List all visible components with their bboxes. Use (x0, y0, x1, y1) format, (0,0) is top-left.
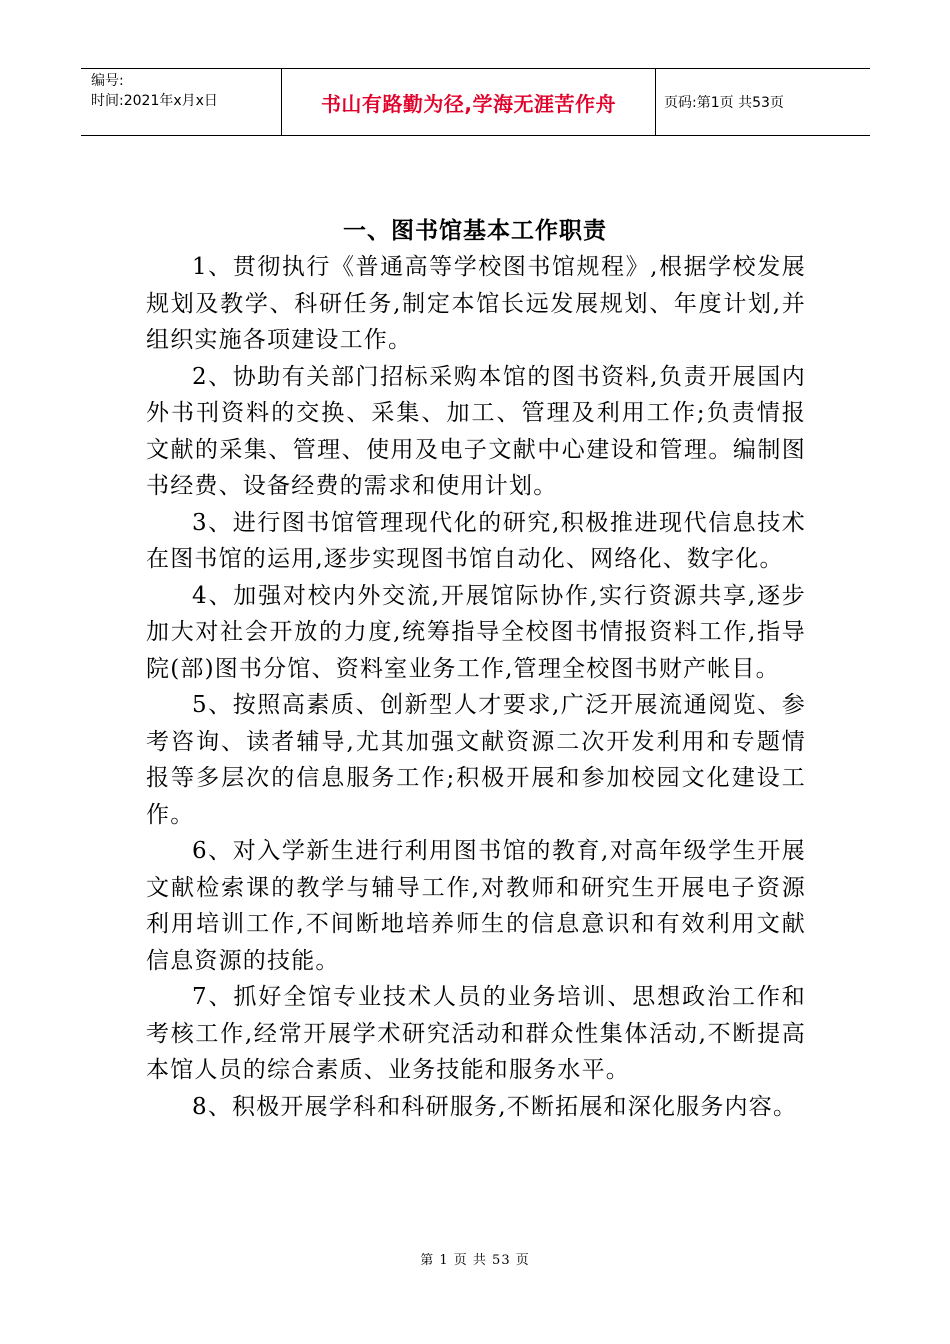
paragraph-2: 2、协助有关部门招标采购本馆的图书资料,负责开展国内外书刊资料的交换、采集、加工、管理及利用工作;负责情报文献的采集、管理、使用及电子文献中心建设和管理。编制图书经费、设备经费的需求和使用计划。 (146, 363, 806, 499)
paragraph-3: 3、进行图书馆管理现代化的研究,积极推进现代信息技术在图书馆的运用,逐步实现图书馆自动化、网络化、数字化。 (146, 509, 806, 572)
number-label: 编号: (91, 73, 124, 89)
date-label: 时间:2021年x月x日 (91, 93, 218, 109)
paragraph-5: 5、按照高素质、创新型人才要求,广泛开展流通阅览、参考咨询、读者辅导,尤其加强文献资源二次开发利用和专题情报等多层次的信息服务工作;积极开展和参加校园文化建设工作。 (146, 692, 806, 828)
header-meta-cell (81, 69, 281, 135)
motto-cell (281, 69, 656, 135)
page-footer: 第 1 页 共 53 页 (420, 1253, 530, 1268)
page-title: 一、图书馆基本工作职责 (343, 218, 607, 244)
motto-text: 书山有路勤为径,学海无涯苦作舟 (320, 91, 617, 116)
page-info-text: 页码:第1页 共53页 (664, 95, 784, 111)
paragraph-1: 1、贯彻执行《普通高等学校图书馆规程》,根据学校发展规划及教学、科研任务,制定本馆长远发展规划、年度计划,并组织实施各项建设工作。 (146, 254, 806, 353)
page-info-cell (656, 69, 870, 135)
paragraph-6: 6、对入学新生进行利用图书馆的教育,对高年级学生开展文献检索课的教学与辅导工作,对教师和研究生开展电子资源利用培训工作,不间断地培养师生的信息意识和有效利用文献信息资源的技能。 (146, 838, 806, 974)
paragraph-4: 4、加强对校内外交流,开展馆际协作,实行资源共享,逐步加大对社会开放的力度,统筹指导全校图书情报资料工作,指导院(部)图书分馆、资料室业务工作,管理全校图书财产帐目。 (146, 582, 806, 682)
paragraph-8: 8、积极开展学科和科研服务,不断拓展和深化服务内容。 (192, 1093, 798, 1120)
paragraph-7: 7、抓好全馆专业技术人员的业务培训、思想政治工作和考核工作,经常开展学术研究活动和群众性集体活动,不断提高本馆人员的综合素质、业务技能和服务水平。 (146, 984, 806, 1083)
document-header (81, 68, 870, 136)
document-body (146, 249, 806, 1125)
